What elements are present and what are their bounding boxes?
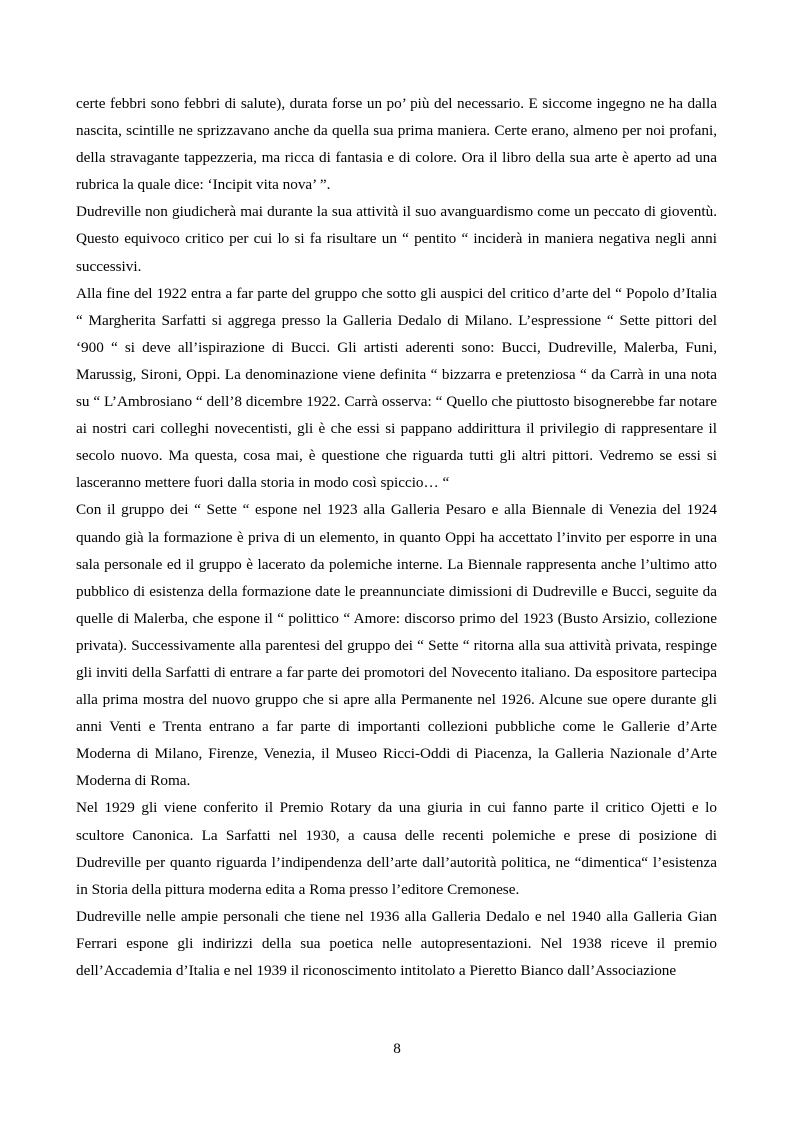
paragraph: Dudreville non giudicherà mai durante la sua attività il suo avanguardismo come un peccato di gioventù. Questo equivoco critico per cui lo si fa risultare un “ pentito “ inciderà in maniera negativa negli anni successivi. <box>76 203 717 275</box>
body-text <box>76 90 717 984</box>
paragraph: Con il gruppo dei “ Sette “ espone nel 1923 alla Galleria Pesaro e alla Biennale di Venezia del 1924 quando già la formazione è priva di un elemento, in quanto Oppi ha accettato l’invito per esporre in una sala personale ed il gruppo è lacerato da polemiche interne. La Biennale rappresenta anche l’ultimo atto pubblico di esistenza della formazione date le preannunciate dimissioni di Dudreville e Bucci, seguite da quelle di Malerba, che espone il “ polittico “ Amore: discorso primo del 1923 (Busto Arsizio, collezione privata). Successivamente alla parentesi del gruppo dei “ Sette “ ritorna alla sua attività privata, respinge gli inviti della Sarfatti di entrare a far parte dei promotori del Novecento italiano. Da espositore partecipa alla prima mostra del nuovo gruppo che si apre alla Permanente nel 1926. Alcune sue opere durante gli anni Venti e Trenta entrano a far parte di importanti collezioni pubbliche come le Gallerie d’Arte Moderna di Milano, Firenze, Venezia, il Museo Ricci-Oddi di Piacenza, la Galleria Nazionale d’Arte Moderna di Roma. <box>76 501 717 790</box>
paragraph: certe febbri sono febbri di salute), durata forse un po’ più del necessario. E siccome ingegno ne ha dalla nascita, scintille ne sprizzavano anche da quella sua prima maniera. Certe erano, almeno per noi profani, della stravagante tappezzeria, ma ricca di fantasia e di colore. Ora il libro della sua arte è aperto ad una rubrica la quale dice: ‘Incipit vita nova’ ”. <box>76 95 717 194</box>
paragraph: Nel 1929 gli viene conferito il Premio Rotary da una giuria in cui fanno parte il critico Ojetti e lo scultore Canonica. La Sarfatti nel 1930, a causa delle recenti polemiche e prese di posizione di Dudreville per quanto riguarda l’indipendenza dell’arte dall’autorità politica, ne “dimentica“ l’esistenza in Storia della pittura moderna edita a Roma presso l’editore Cremonese. <box>76 799 717 898</box>
paragraph: Dudreville nelle ampie personali che tiene nel 1936 alla Galleria Dedalo e nel 1940 alla Galleria Gian Ferrari espone gli indirizzi della sua poetica nelle autopresentazioni. Nel 1938 riceve il premio dell’Accademia d’Italia e nel 1939 il riconoscimento intitolato a Pieretto Bianco dall’Associazione <box>76 907 717 979</box>
paragraph: Alla fine del 1922 entra a far parte del gruppo che sotto gli auspici del critico d’arte del “ Popolo d’Italia “ Margherita Sarfatti si aggrega presso la Galleria Dedalo di Milano. L’espressione “ Sette pittori del ‘900 “ si deve all’ispirazione di Bucci. Gli artisti aderenti sono: Bucci, Dudreville, Malerba, Funi, Marussig, Sironi, Oppi. La denominazione viene definita “ bizzarra e pretenziosa “ da Carrà in una nota su “ L’Ambrosiano “ dell’8 dicembre 1922. Carrà osserva: “ Quello che piuttosto bisognerebbe far notare ai nostri cari colleghi novecentisti, gli è che essi si pappano addirittura il privilegio di rappresentare il secolo nuovo. Ma questa, cosa mai, è questione che riguarda tutti gli altri pittori. Vedremo se essi si lasceranno mettere fuori dalla storia in modo così spiccio… “ <box>76 284 717 492</box>
page-number: 8 <box>393 1040 401 1057</box>
